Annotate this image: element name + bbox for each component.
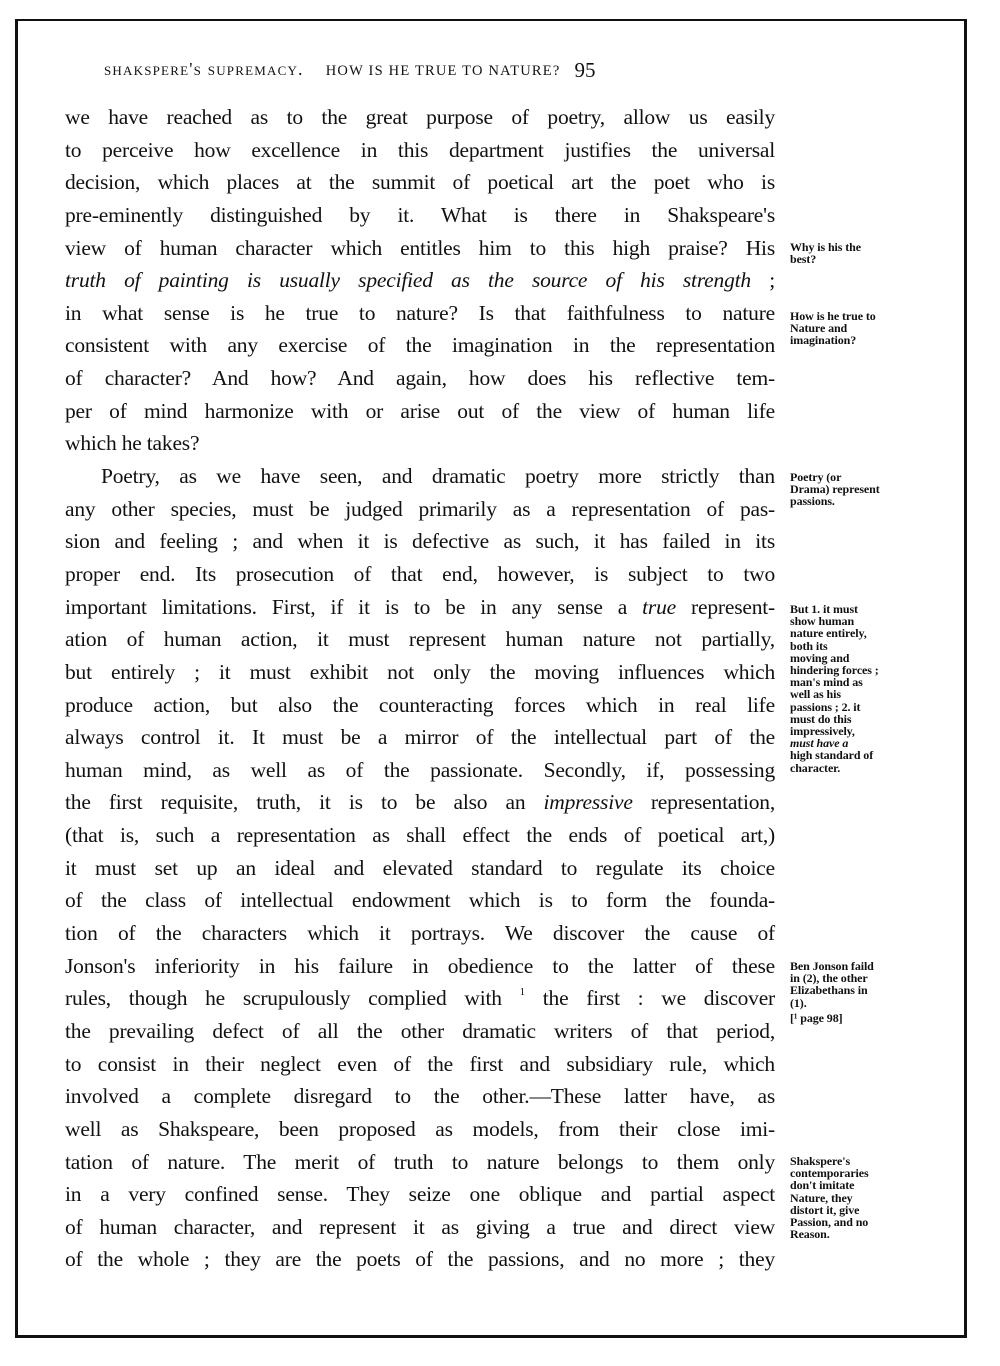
running-head-title: shakspere's supremacy. (104, 59, 304, 79)
margin-note-line: Reason. (790, 1227, 830, 1242)
text-fragment: ; (750, 268, 775, 293)
text-line: tion of the characters which it portrays. We discover the cause of (65, 921, 775, 946)
text-line: but entirely ; it must exhibit not only the moving influences which (65, 659, 775, 684)
italic-phrase: truth of painting is usually specified as the source of his strength (65, 268, 751, 293)
text-line: any other species, must be judged primarily as a representation of pas- (65, 496, 775, 521)
margin-note-line: man's mind as (790, 675, 863, 690)
margin-note-line: But 1. it must (790, 602, 858, 616)
text-line: of the class of intellectual endowment which is to form the founda- (65, 888, 775, 913)
text-line: we have reached as to the great purpose of poetry, allow us easily (65, 105, 775, 129)
margin-note-line: How is he true to (790, 309, 876, 323)
text-line: produce action, but also the counteracting forces which in real life (65, 692, 775, 717)
text-line: of character? And how? And again, how does his reflective tem- (65, 366, 775, 391)
text-line: always control it. It must be a mirror of the intellectual part of the (65, 725, 775, 750)
margin-note-line: contemporaries (790, 1166, 869, 1181)
margin-note-line: Nature and (790, 321, 848, 336)
text-fragment: rules, though he scrupulously complied with (65, 986, 520, 1011)
text-line (65, 982, 775, 1015)
margin-note-line: character. (790, 760, 841, 775)
text-line: of human character, and represent it as giving a true and direct view (65, 1214, 775, 1239)
margin-note-line: Elizabethans in (790, 983, 868, 998)
text-fragment: the first : we discover (524, 986, 775, 1011)
text-line: Poetry, as we have seen, and dramatic poetry more strictly than (101, 464, 775, 489)
page-number: 95 (574, 58, 596, 82)
margin-note-line: Why is his the (790, 240, 861, 254)
text-line: to consist in their neglect even of the first and subsidiary rule, which (65, 1051, 775, 1076)
text-line: it must set up an ideal and elevated standard to regulate its choice (65, 855, 775, 880)
margin-note-line: show human (790, 614, 855, 629)
margin-note-line: Drama) represent (790, 482, 880, 497)
margin-note-line: Passion, and no (790, 1215, 869, 1230)
margin-note-line: imagination? (790, 333, 857, 348)
margin-note-line: impressively, (790, 724, 855, 739)
margin-note-line: Shakspere's (790, 1154, 851, 1168)
margin-note-why-best (790, 241, 940, 265)
text-line: tation of nature. The merit of truth to nature belongs to them only (65, 1149, 775, 1174)
italic-word: true (642, 594, 676, 619)
margin-note-line: Poetry (or (790, 470, 842, 484)
margin-note-contemporaries (790, 1155, 940, 1240)
margin-note-ben-jonson (790, 960, 940, 1024)
margin-note-line: well as his (790, 687, 841, 702)
text-line: in what sense is he true to nature? Is that faithfulness to nature (65, 300, 775, 325)
margin-note-line: passions ; 2. it (790, 699, 861, 714)
running-head-subtitle: HOW IS HE TRUE TO NATURE? (325, 63, 561, 79)
text-line: of the whole ; they are the poets of the passions, and no more ; they (65, 1247, 775, 1272)
footnote-marker: 1 (519, 986, 525, 999)
text-line (65, 591, 775, 624)
margin-note-line: Ben Jonson faild (790, 959, 874, 973)
body-text (65, 101, 775, 1276)
text-fragment: representation, (632, 790, 776, 815)
margin-note-line: don't imitate (790, 1178, 855, 1193)
text-line: the prevailing defect of all the other dramatic writers of that period, (65, 1018, 775, 1043)
text-line: involved a complete disregard to the other.—These latter have, as (65, 1084, 775, 1109)
text-line: which he takes? (65, 431, 200, 456)
text-fragment: represent- (675, 594, 775, 619)
margin-note-line: both its (790, 638, 828, 653)
text-line: per of mind harmonize with or arise out of the view of human life (65, 398, 775, 423)
text-line: decision, which places at the summit of poetical art the poet who is (65, 170, 775, 195)
margin-note-line: passions. (790, 494, 835, 509)
margin-note-line: must do this (790, 711, 852, 726)
text-line: Jonson's inferiority in his failure in obedience to the latter of these (65, 953, 775, 978)
margin-note-line: Nature, they (790, 1190, 853, 1205)
margin-note-line: (1). (790, 995, 807, 1010)
margin-note-true-to-nature (790, 310, 940, 347)
text-line: pre-eminently distinguished by it. What is there in Shakspeare's (65, 202, 775, 227)
margin-note-italic: must have a (790, 736, 849, 751)
text-line: human mind, as well as of the passionate. Secondly, if, possessing (65, 757, 775, 782)
text-fragment: important limitations. First, if it is to be in any sense a (65, 594, 643, 619)
text-line: ation of human action, it must represent human nature not partially, (65, 627, 775, 652)
margin-note-footnote-ref: [¹ page 98] (790, 1010, 843, 1025)
margin-note-poetry-passions (790, 471, 940, 508)
margin-note-line: hindering forces ; (790, 663, 879, 678)
italic-word: impressive (543, 790, 633, 815)
text-line: to perceive how excellence in this department justifies the universal (65, 137, 775, 162)
text-line: (that is, such a representation as shall effect the ends of poetical art,) (65, 823, 775, 848)
text-line (65, 786, 775, 819)
margin-note-two-requirements (790, 603, 940, 774)
margin-note-line: distort it, give (790, 1202, 860, 1217)
margin-note-line: in (2), the other (790, 971, 868, 986)
margin-note-line: moving and (790, 650, 850, 665)
text-line: sion and feeling ; and when it is defective as such, it has failed in its (65, 529, 775, 554)
text-fragment: the first requisite, truth, it is to be also an (65, 790, 544, 815)
margin-note-line: nature entirely, (790, 626, 867, 641)
text-line: in a very confined sense. They seize one oblique and partial aspect (65, 1182, 775, 1207)
margin-note-line: best? (790, 252, 817, 267)
text-line: consistent with any exercise of the imagination in the representation (65, 333, 775, 358)
text-line (65, 264, 775, 297)
running-head (104, 56, 804, 80)
text-line: view of human character which entitles him to this high praise? His (65, 235, 775, 260)
text-line: well as Shakspeare, been proposed as models, from their close imi- (65, 1116, 775, 1141)
text-line: proper end. Its prosecution of that end, however, is subject to two (65, 561, 775, 586)
margin-note-line: high standard of (790, 748, 874, 763)
